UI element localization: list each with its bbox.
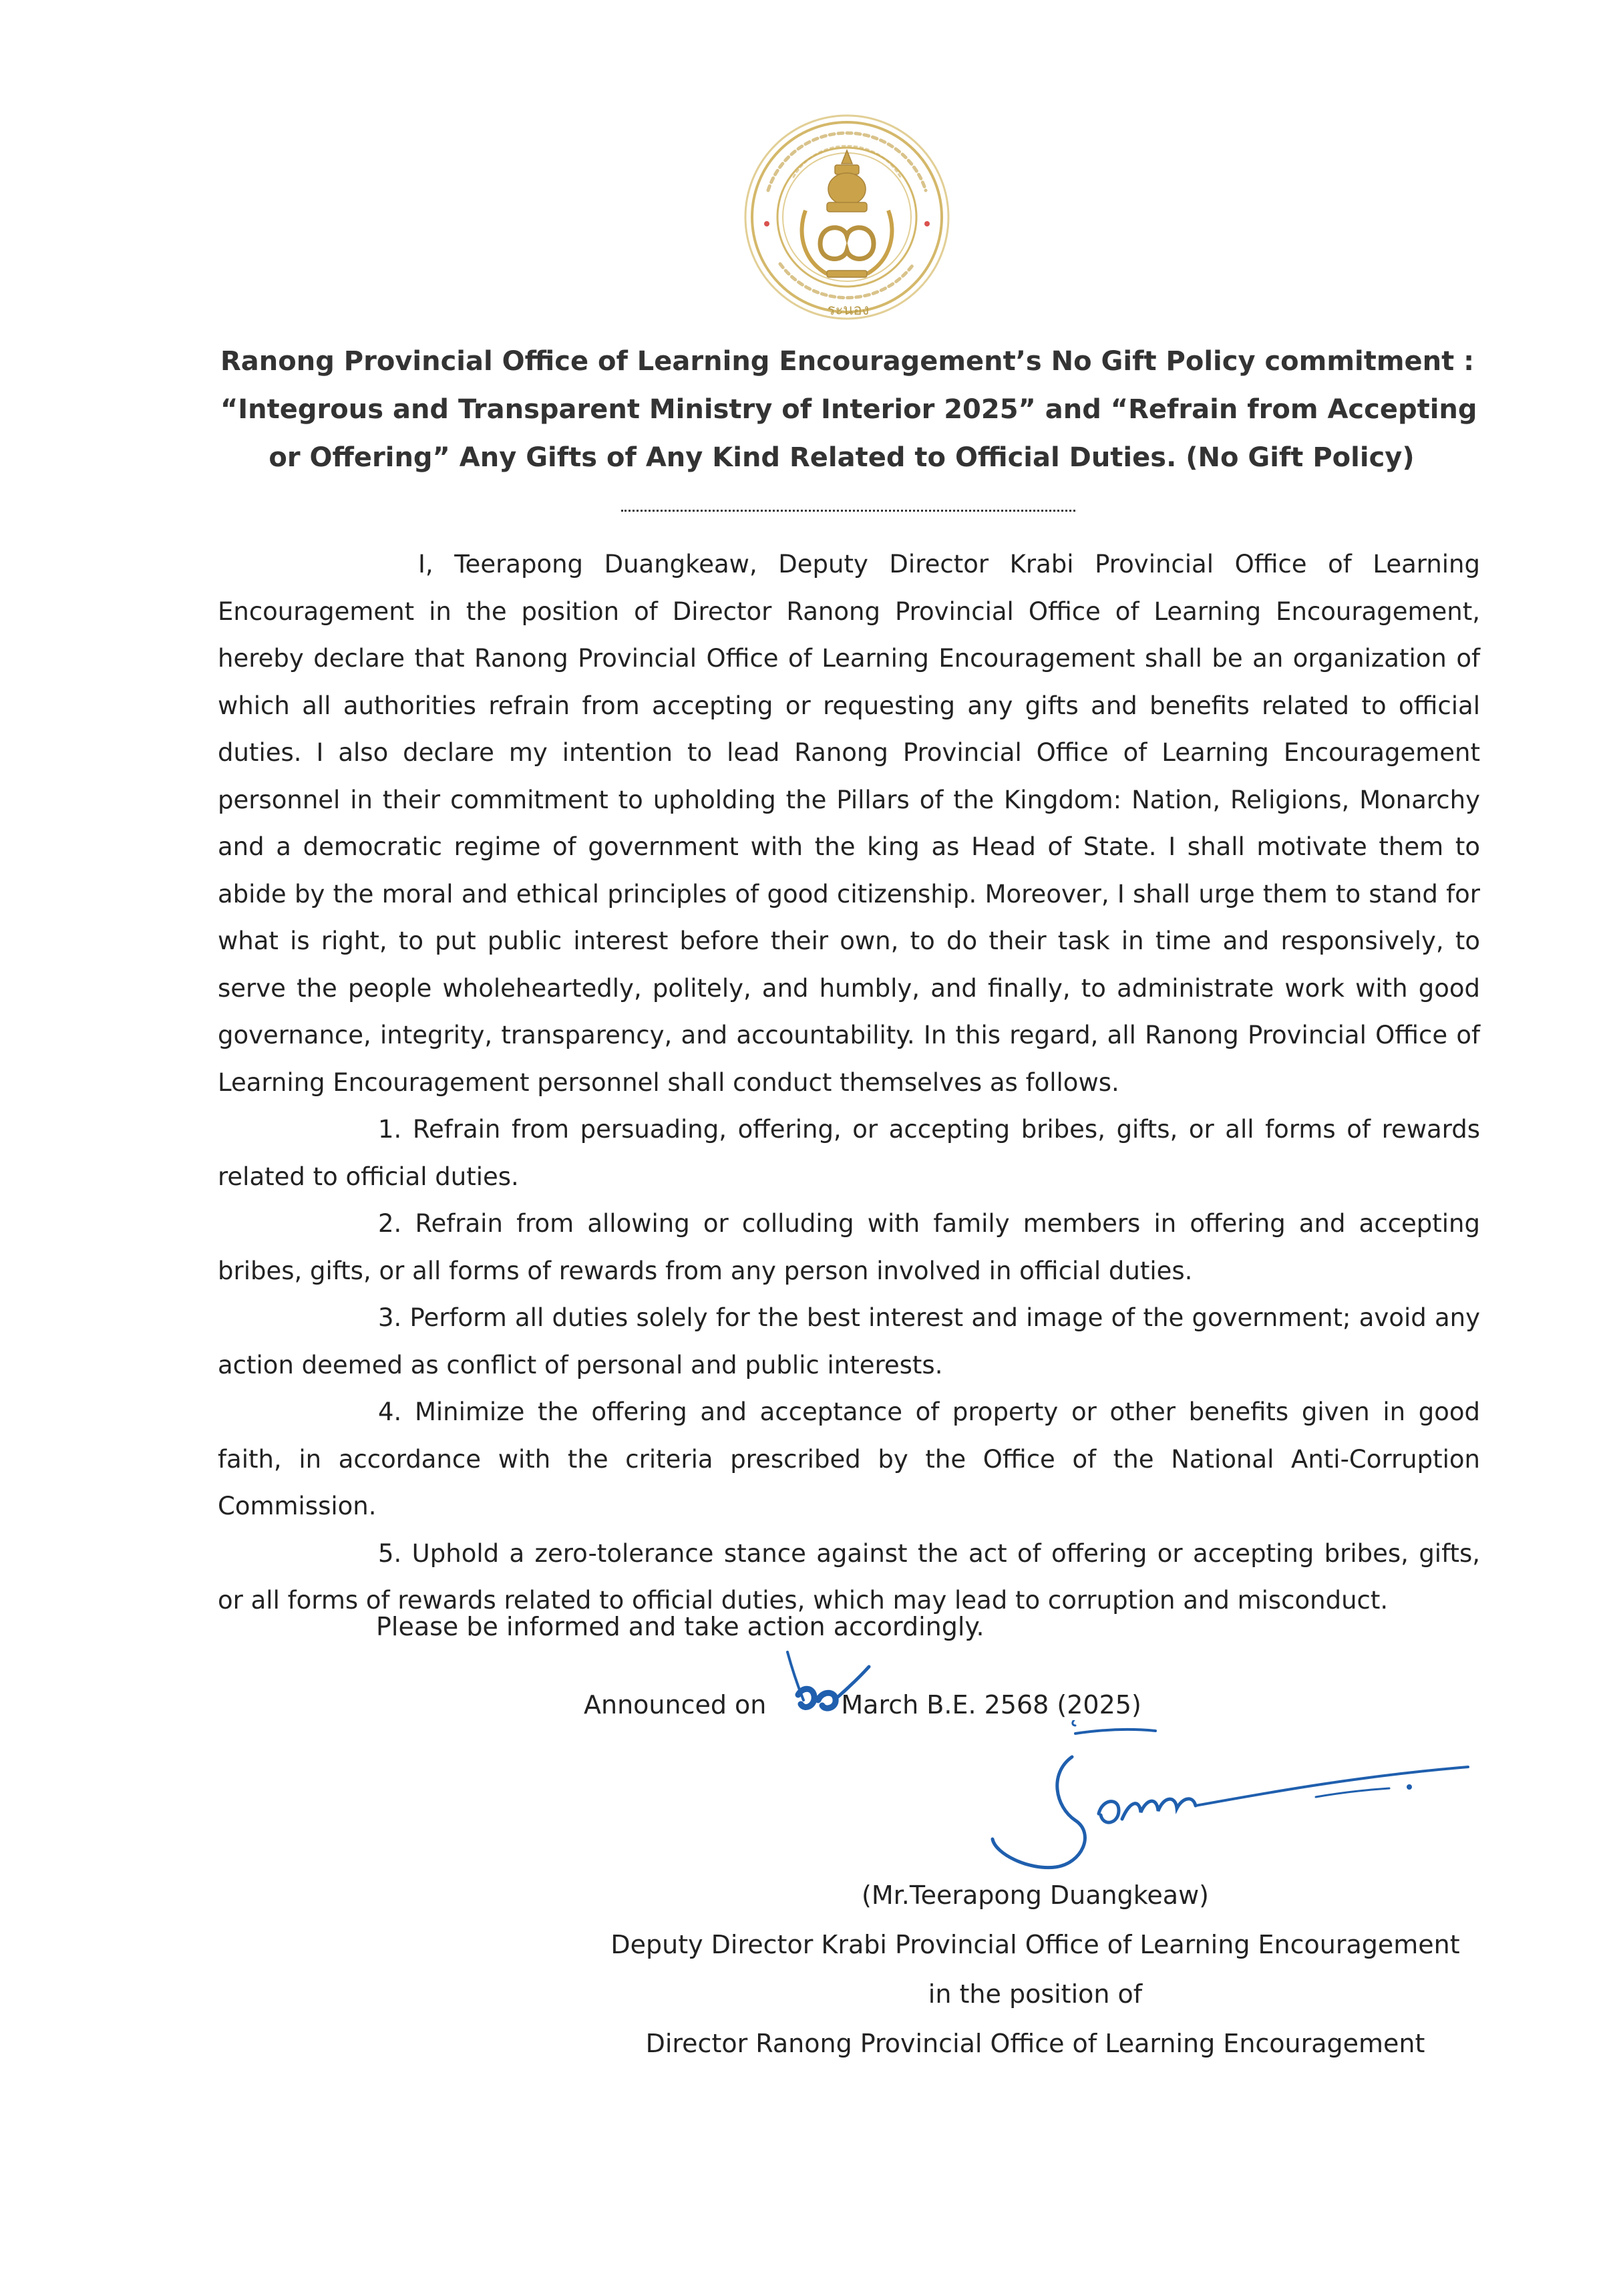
intro-paragraph: I, Teerapong Duangkeaw, Deputy Director Krabi Provincial Office of Learning Encouragement in the position of Director Ranong Provincial Office of Learning Encouragement, hereby declare that Ranong Provincial Office of Learning Encouragement shall be an organization of which all authorities refrain from accepting or requesting any gifts and benefits related to official duties. I also declare my intention to lead Ranong Provincial Office of Learning Encouragement personnel in their commitment to upholding the Pillars of the Kingdom: Nation, Religions, Monarchy and a democratic regime of government with the king as Head of State. I shall motivate them to abide by the moral and ethical principles of good citizenship. Moreover, I shall urge them to stand for what is right, to put public interest before their own, to do their task in time and responsively, to serve the people wholeheartedly, politely, and humbly, and finally, to administrate work with good governance, integrity, transparency, and accountability. In this regard, all Ranong Provincial Office of Learning Encouragement personnel shall conduct themselves as follows. (218, 550, 1480, 1097)
signatory-name: (Mr.Teerapong Duangkeaw) (862, 1880, 1209, 1910)
closing-sentence: Please be informed and take action accordingly. (376, 1612, 985, 1641)
title-line-2: “Integrous and Transparent Ministry of Interior 2025” and “Refrain from Accepting (220, 394, 1477, 425)
dotted-divider (621, 510, 1075, 512)
list-item: 5. Uphold a zero-tolerance stance against the act of offering or accepting bribes, gifts, or all forms of rewards related to official duties, which may lead to corruption and misconduct. (218, 1538, 1480, 1615)
announcement-suffix: March B.E. 2568 (2025) (841, 1690, 1141, 1719)
signatory-position-1: Deputy Director Krabi Provincial Office of Learning Encouragement (610, 1930, 1460, 1959)
title-line-1: Ranong Provincial Office of Learning Encouragement’s No Gift Policy commitment : (220, 346, 1475, 377)
signatory-position-2: in the position of (928, 1979, 1143, 2009)
list-item: 2. Refrain from allowing or colluding with family members in offering and accepting bribes, gifts, or all forms of rewards from any person involved in official duties. (218, 1209, 1480, 1285)
list-item: 3. Perform all duties solely for the best interest and image of the government; avoid any action deemed as conflict of personal and public interests. (218, 1303, 1480, 1379)
title-line-3: or Offering” Any Gifts of Any Kind Related to Official Duties. (No Gift Policy) (269, 442, 1415, 473)
document-body (218, 541, 1480, 1625)
signatory-block (568, 1870, 1503, 2068)
announcement-prefix: Announced on (584, 1690, 767, 1719)
list-item: 1. Refrain from persuading, offering, or accepting bribes, gifts, or all forms of rewards related to official duties. (218, 1115, 1480, 1191)
handwritten-day (778, 1647, 878, 1727)
document-title (220, 337, 1477, 482)
handwritten-signature (982, 1720, 1489, 1887)
list-item: 4. Minimize the offering and acceptance of property or other benefits given in good faith, in accordance with the criteria prescribed by the Office of the National Anti-Corruption Commission. (218, 1398, 1480, 1520)
seal-caption: ระนอง (827, 302, 870, 319)
signatory-position-3: Director Ranong Provincial Office of Learning Encouragement (645, 2029, 1425, 2058)
